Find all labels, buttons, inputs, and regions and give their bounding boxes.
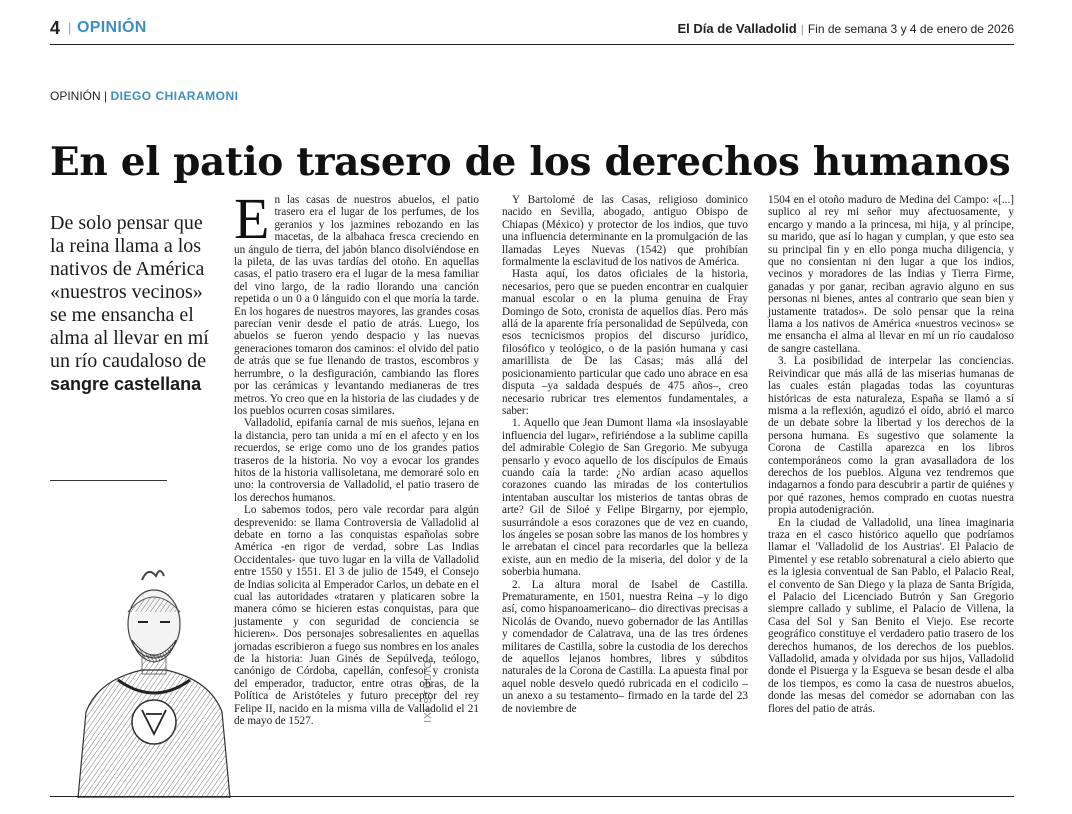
masthead-info — [678, 21, 1014, 36]
masthead-separator: | — [800, 22, 804, 36]
author-portrait — [58, 562, 244, 798]
section-label: OPINIÓN — [77, 19, 147, 36]
headline: En el patio trasero de los derechos humanos — [50, 139, 1011, 186]
article-column-2 — [502, 194, 748, 715]
pull-quote-bold: sangre castellana — [50, 374, 202, 394]
photo-credit: IXI STUDIO — [423, 660, 434, 723]
article-paragraph: 2. La altura moral de Isabel de Castilla. Prematuramente, en 1501, nuestra Reina –y lo digo así, como hispanoamericano– dio directivas precisas a Nicolás de Ovando, nuevo gobernador de las Antillas y comendador de Calatrava, una de las tres órdenes militares de Castilla, sobre la custodia de los derechos de aquellos lejanos hombres, libres y súbditos naturales de la Corona de Castilla. La apuesta final por aquel noble desvelo quedó rubricada en el codicilo –un anexo a su testamento– firmado en la tarde del 23 de noviembre de — [502, 578, 748, 715]
article-column-1 — [234, 186, 479, 728]
article-paragraph: 1504 en el otoño maduro de Medina del Campo: «[...] suplico al rey mi señor muy afectuosamente, y encargo y mando a la princesa, mi hija, y al príncipe, su marido, que así lo hagan y cumplan, y que esto sea su principal fin y en ello ponga mucha diligencia, y que no consientan ni den lugar a que los indios, vecinos y moradores de las Indias y Tierra Firme, ganadas y por ganar, reciban agravio alguno en sus personas ni bienes, antes al contrario que sean bien y justamente tratados». De solo pensar que la reina llama a los nativos de América «nuestros vecinos» se me ensancha el alma al llevar en mí un río caudaloso de sangre castellana. — [768, 194, 1014, 355]
author-name: DIEGO CHIARAMONI — [110, 89, 239, 103]
drop-cap: E — [234, 186, 270, 251]
article-paragraph: En la ciudad de Valladolid, una línea imaginaria traza en el casco histórico aquello que podríamos llamar el 'Valladolid de los Austrias'. El Palacio de Pimentel y ese retablo sobrenatural a cielo abierto que es la iglesia conventual de San Pablo, el Palacio Real, el convento de San Diego y la plaza de Santa Brígida, el Palacio del Licenciado Butrón y San Gregorio siempre callado y sublime, el Palacio de Villena, la Casa del Sol y San Benito el Viejo. Ese recorte geográfico constituye el verdadero patio trasero de los derechos humanos, de los derechos de los pueblos. Valladolid, amada y olvidada por sus hijos, Valladolid donde el Pisuerga y la Esgueva se besan desde el alba de los tiempos, es como la casa de nuestros abuelos, donde las mesas del comedor se adornaban con las flores del patio de atrás. — [768, 516, 1014, 715]
article-paragraph: 1. Aquello que Jean Dumont llama «la insoslayable influencia del lugar», refiriéndose a la sublime capilla del admirable Colegio de San Gregorio. Me subyuga pensarlo y evoco aquello de los discípulos de Emaús cuando caía la tarde: ¿No ardían acaso aquellos corazones cuando las miradas de los contertulios intentaban auscultar los misterios de tantas obras de arte? Gil de Siloé y Felipe Birgarny, por ejemplo, susurrándole a esos corazones que de vez en cuando, los ángeles se posan sobre las manos de los hombres y le arrebatan el cincel para recordarles que la belleza existe, aun en medio de la miseria, del dolor y de la soberbia humana. — [502, 417, 748, 579]
pull-quote-text: De solo pensar que la reina llama a los nativos de América «nuestros vecinos» se me ensancha el alma al llevar en mí un río caudaloso de — [50, 212, 209, 372]
bottom-rule — [50, 796, 1014, 797]
issue-date: Fin de semana 3 y 4 de enero de 2026 — [807, 22, 1014, 36]
header-rule — [50, 44, 1014, 45]
article-paragraph: Valladolid, epifanía carnal de mis sueños, lejana en la distancia, pero tan unida a mí en el afecto y en los recuerdos, se erige como uno de los grandes patios traseros de la historia. No voy a evocar los grandes hitos de la historia vallisoletana, me demoraré solo en uno: la controversia de Valladolid, el patio trasero de los derechos humanos. — [234, 417, 479, 504]
kicker-label: OPINIÓN | — [50, 89, 108, 103]
page-header — [50, 18, 1014, 40]
header-separator: | — [68, 20, 72, 35]
article-column-3 — [768, 194, 1014, 715]
article-paragraph: Y Bartolomé de las Casas, religioso dominico nacido en Sevilla, abogado, antiguo Obispo de Chiapas (México) y protector de los indios, que tuvo una influencia determinante en la promulgación de las llamadas Leyes Nuevas (1542) que prohibían formalmente la esclavitud de los nativos de América. — [502, 194, 748, 269]
pull-quote-rule — [50, 480, 167, 481]
article-paragraph: Hasta aquí, los datos oficiales de la historia, necesarios, pero que se pueden encontrar en cualquier manual escolar o en la pluma genuina de Fray Domingo de Soto, cronista de aquellos días. Pero más allá de la aparente fría personalidad de Sepúlveda, con esos tecnicismos propios del discurso jurídico, filosófico y teológico, o de la pasión humana y casi amarillista de De las Casas; más allá del posicionamiento particular que cado uno abrace en esa disputa –ya saldada después de 475 años–, creo necesario rubricar tres elementos fundamentales, a saber: — [502, 268, 748, 417]
page-number: 4 — [50, 18, 61, 38]
article-paragraph: 3. La posibilidad de interpelar las conciencias. Reivindicar que más allá de las miserias humanas de las cuales están plagadas todas las coyunturas históricas de esta naturaleza, España se llamó a sí misma a la reflexión, agudizó el oído, abrió el marco de un debate sobre la libertad y los derechos de la persona humana. Es sugestivo que solamente la Corona de Castilla aparezca en los libros contemporáneos como la gran avasalladora de los derechos de los pueblos. Alguna vez tendremos que indagarnos a fondo para descubrir a partir de quiénes y por qué razones, hemos comprado en cuotas nuestra propia autodenigración. — [768, 355, 1014, 517]
pull-quote — [50, 212, 222, 396]
article-paragraph: En las casas de nuestros abuelos, el patio trasero era el lugar de los perfumes, de los geranios y los jazmines rebozando en las macetas, de la albahaca fresca creciendo en un ángulo de tierra, del jabón blanco disolviéndose en la pileta, de las uvas tardías del otoño. En aquellas casas, el patio trasero era el lugar de la mesa familiar del vino largo, de la radio llorando una canción repetida o un 0 a 0 lánguido con el que moría la tarde. En los hogares de nuestros mayores, las grandes cosas parecían venir desde el patio de atrás. Luego, los abuelos se fueron yendo despacio y las nuevas generaciones tomaron dos caminos: el olvido del patio de atrás que se fue llenando de trastos, escombros y herrumbre, o la desfiguración, cambiando las flores por las cerámicas y levantando medianeras de tres metros. Yo creo que en la historia de las ciudades y de los pueblos ocurren cosas similares. — [234, 186, 479, 417]
kicker — [50, 89, 238, 103]
newspaper-name: El Día de Valladolid — [677, 21, 797, 36]
article-paragraph: Lo sabemos todos, pero vale recordar para algún desprevenido: se llama Controversia de Valladolid al debate en torno a las conquistas españolas sobre América -en rigor de verdad, sobre Las Indias Occidentales- que tuvo lugar en la villa de Valladolid entre 1550 y 1551. El 3 de julio de 1549, el Consejo de Indias solicita al Emperador Carlos, un debate en el cual las autoridades «trataren y platicaren sobre la manera cómo se hicieren estas conquistas, para que justamente y con seguridad de conciencia se hicieren». Dos personajes sobresalientes en aquellas jornadas escribieron a fuego sus nombres en los anales de la historia: Juan Ginés de Sepúlveda, teólogo, canónigo de Córdoba, capellán, confesor y cronista del emperador, traductor, entre otras obras, de la Política de Aristóteles y futuro preceptor del rey Felipe II, nacido en la misma villa de Valladolid el 21 de mayo de 1527. — [234, 504, 479, 728]
